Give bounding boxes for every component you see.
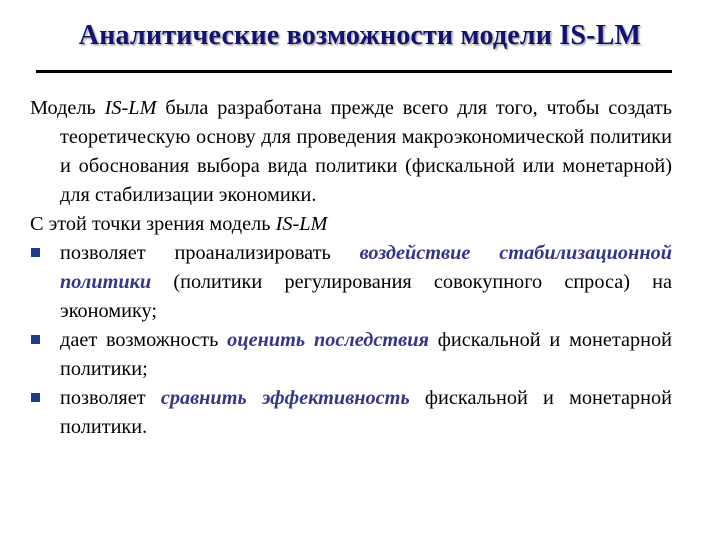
- bullet-text-start: позволяет: [60, 387, 161, 409]
- viewpoint-paragraph: [30, 210, 672, 239]
- bullet-item: [30, 239, 672, 326]
- bullet-emphasis: сравнить эффективность: [160, 387, 410, 409]
- viewpoint-model-name: IS-LM: [275, 213, 328, 235]
- bullet-text-end: (политики регулирования совокупного спроса) на экономику;: [60, 271, 672, 322]
- intro-text-end: была разработана прежде всего для того, чтобы создать теоретическую основу для проведения макроэкономической политики и обоснования выбора вида политики (фискальной или монетарной) для стабилизации экономики.: [60, 97, 672, 206]
- bullet-emphasis: воздействие стабилизационной политики: [60, 242, 672, 293]
- square-bullet-icon: [31, 335, 40, 344]
- viewpoint-text: С этой точки зрения модель: [30, 213, 276, 235]
- bullet-item: [30, 384, 672, 442]
- bullet-text-end: фискальной и монетарной политики.: [60, 387, 673, 438]
- square-bullet-icon: [31, 248, 40, 257]
- square-bullet-icon: [31, 393, 40, 402]
- intro-text-start: Модель: [30, 97, 105, 119]
- slide-body: [30, 94, 672, 442]
- bullet-text-end: фискальной и монетарной политики;: [60, 329, 673, 380]
- title-underline: [36, 70, 672, 73]
- slide-title: Аналитические возможности модели IS-LM: [78, 20, 642, 51]
- intro-paragraph: [30, 94, 672, 210]
- bullet-emphasis: оценить последствия: [227, 329, 429, 351]
- bullet-text-start: позволяет проанализировать: [60, 242, 360, 264]
- intro-model-name: IS-LM: [104, 97, 157, 119]
- bullet-item: [30, 326, 672, 384]
- bullet-text-start: дает возможность: [60, 329, 228, 351]
